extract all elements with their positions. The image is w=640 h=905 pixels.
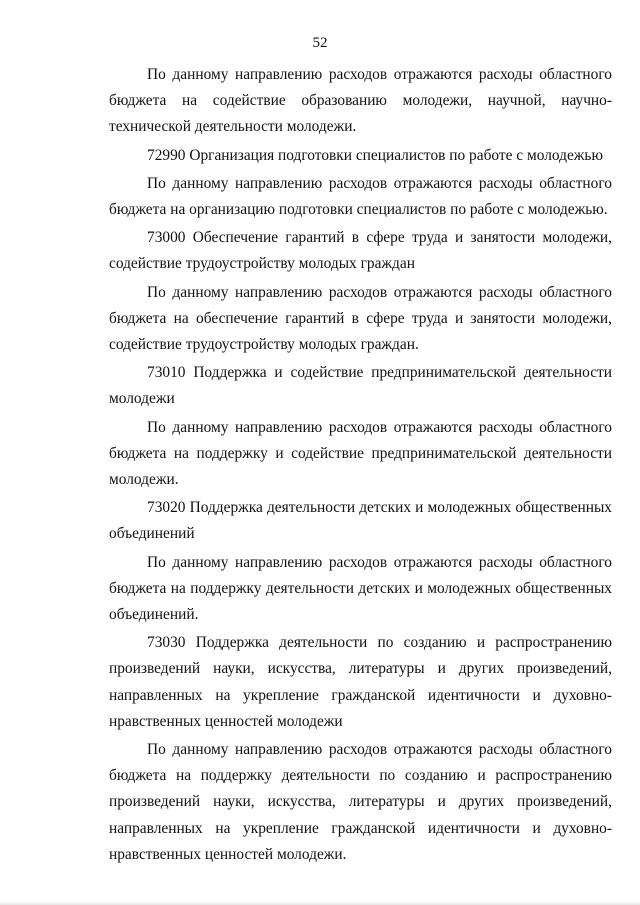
paragraph: По данному направлению расходов отражаются расходы областного бюджета на организацию подготовки специалистов по работе с молодежью.: [109, 174, 612, 219]
paragraph: По данному направлению расходов отражаются расходы областного бюджета на обеспечение гарантий в сфере труда и занятости молодежи, содействие трудоустройству молодых граждан.: [109, 283, 612, 354]
section-heading-73010: 73010 Поддержка и содействие предпринимательской деятельности молодежи: [109, 364, 612, 408]
section-heading-73000: 73000 Обеспечение гарантий в сфере труда и занятости молодежи, содействие трудоустройству молодых граждан: [109, 229, 612, 273]
section-heading-73020: 73020 Поддержка деятельности детских и молодежных общественных объединений: [109, 499, 612, 543]
paragraph: По данному направлению расходов отражаются расходы областного бюджета на содействие образованию молодежи, научной, научно-технической деятельности молодежи.: [109, 66, 612, 136]
section-heading-72990: 72990 Организация подготовки специалистов по работе с молодежью: [147, 146, 603, 164]
section-heading-73030: 73030 Поддержка деятельности по созданию и распространению произведений науки, искусства, литературы и других произведений, направленных на укрепление гражданской идентичности и духовно-нравственных ценностей молодежи: [109, 634, 612, 730]
scan-bottom-edge: [0, 901, 640, 905]
paragraph: По данному направлению расходов отражаются расходы областного бюджета на поддержку деятельности по созданию и распространению произведений науки, искусства, литературы и других произведений, направленных на укрепление гражданской идентичности и духовно-нравственных ценностей молодежи.: [109, 741, 612, 863]
page-number: 52: [312, 35, 328, 51]
paragraph: По данному направлению расходов отражаются расходы областного бюджета на поддержку и содействие предпринимательской деятельности молодежи.: [109, 418, 612, 489]
document-body: [109, 62, 612, 868]
paragraph: По данному направлению расходов отражаются расходы областного бюджета на поддержку деятельности детских и молодежных общественных объединений.: [109, 553, 612, 624]
